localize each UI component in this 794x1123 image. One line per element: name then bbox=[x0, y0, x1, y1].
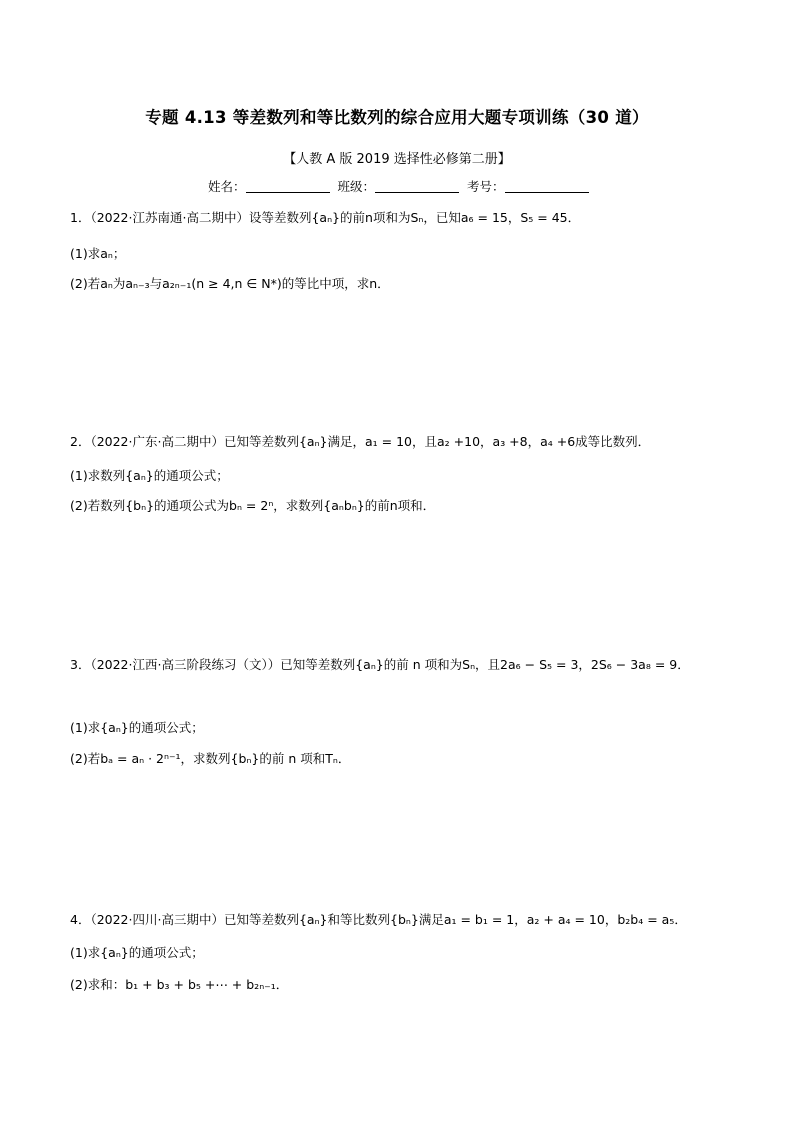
problem-2-text: 已知等差数列{aₙ}满足，a₁ = 10，且a₂ +10，a₃ +8，a₄ +6成等比数列． bbox=[223, 434, 651, 449]
problem-4-part-1: (1)求{aₙ}的通项公式； bbox=[70, 945, 204, 960]
id-blank[interactable] bbox=[505, 180, 589, 193]
page-title: 专题 4.13 等差数列和等比数列的综合应用大题专项训练（30 道） bbox=[145, 108, 649, 127]
problem-1-text: 设等差数列{aₙ}的前n项和为Sₙ，已知a₆ = 15，S₅ = 45． bbox=[248, 210, 581, 225]
problem-3-text: 已知等差数列{aₙ}的前 n 项和为Sₙ，且2a₆ − S₅ = 3，2S₆ − 3a₈ = 9． bbox=[280, 657, 690, 672]
problem-2-part-1: (1)求数列{aₙ}的通项公式； bbox=[70, 468, 229, 483]
name-blank[interactable] bbox=[246, 180, 330, 193]
problem-3-stem: 3．（2022·江西·高三阶段练习（文））已知等差数列{aₙ}的前 n 项和为Sₙ，且2a₆ − S₅ = 3，2S₆ − 3a₈ = 9． bbox=[70, 657, 690, 672]
problem-2-stem: 2．（2022·广东·高二期中）已知等差数列{aₙ}满足，a₁ = 10，且a₂ +10，a₃ +8，a₄ +6成等比数列． bbox=[70, 434, 651, 449]
class-blank[interactable] bbox=[375, 180, 459, 193]
problem-4-text: 已知等差数列{aₙ}和等比数列{bₙ}满足a₁ = b₁ = 1，a₂ + a₄ = 10，b₂b₄ = a₅． bbox=[223, 912, 687, 927]
problem-1-part-2: (2)若aₙ为aₙ₋₃与a₂ₙ₋₁(n ≥ 4,n ∈ N*)的等比中项，求n． bbox=[70, 276, 390, 291]
name-label: 姓名： bbox=[208, 179, 246, 194]
problem-1-stem: 1．（2022·江苏南通·高二期中）设等差数列{aₙ}的前n项和为Sₙ，已知a₆ = 15，S₅ = 45． bbox=[70, 210, 581, 225]
problem-4-stem: 4．（2022·四川·高三期中）已知等差数列{aₙ}和等比数列{bₙ}满足a₁ = b₁ = 1，a₂ + a₄ = 10，b₂b₄ = a₅． bbox=[70, 912, 687, 927]
problem-4-part-2: (2)求和：b₁ + b₃ + b₅ +⋯ + b₂ₙ₋₁． bbox=[70, 977, 289, 992]
problem-3-part-1: (1)求{aₙ}的通项公式； bbox=[70, 720, 204, 735]
student-info-row bbox=[208, 177, 593, 195]
problem-3-part-2: (2)若bₐ = aₙ · 2ⁿ⁻¹，求数列{bₙ}的前 n 项和Tₙ． bbox=[70, 751, 351, 766]
problem-1-part-1: (1)求aₙ； bbox=[70, 246, 126, 261]
class-label: 班级： bbox=[337, 179, 376, 194]
problem-2-part-2: (2)若数列{bₙ}的通项公式为bₙ = 2ⁿ，求数列{aₙbₙ}的前n项和． bbox=[70, 498, 436, 513]
id-label: 考号： bbox=[467, 179, 505, 194]
page-subtitle: 【人教 A 版 2019 选择性必修第二册】 bbox=[283, 152, 511, 167]
